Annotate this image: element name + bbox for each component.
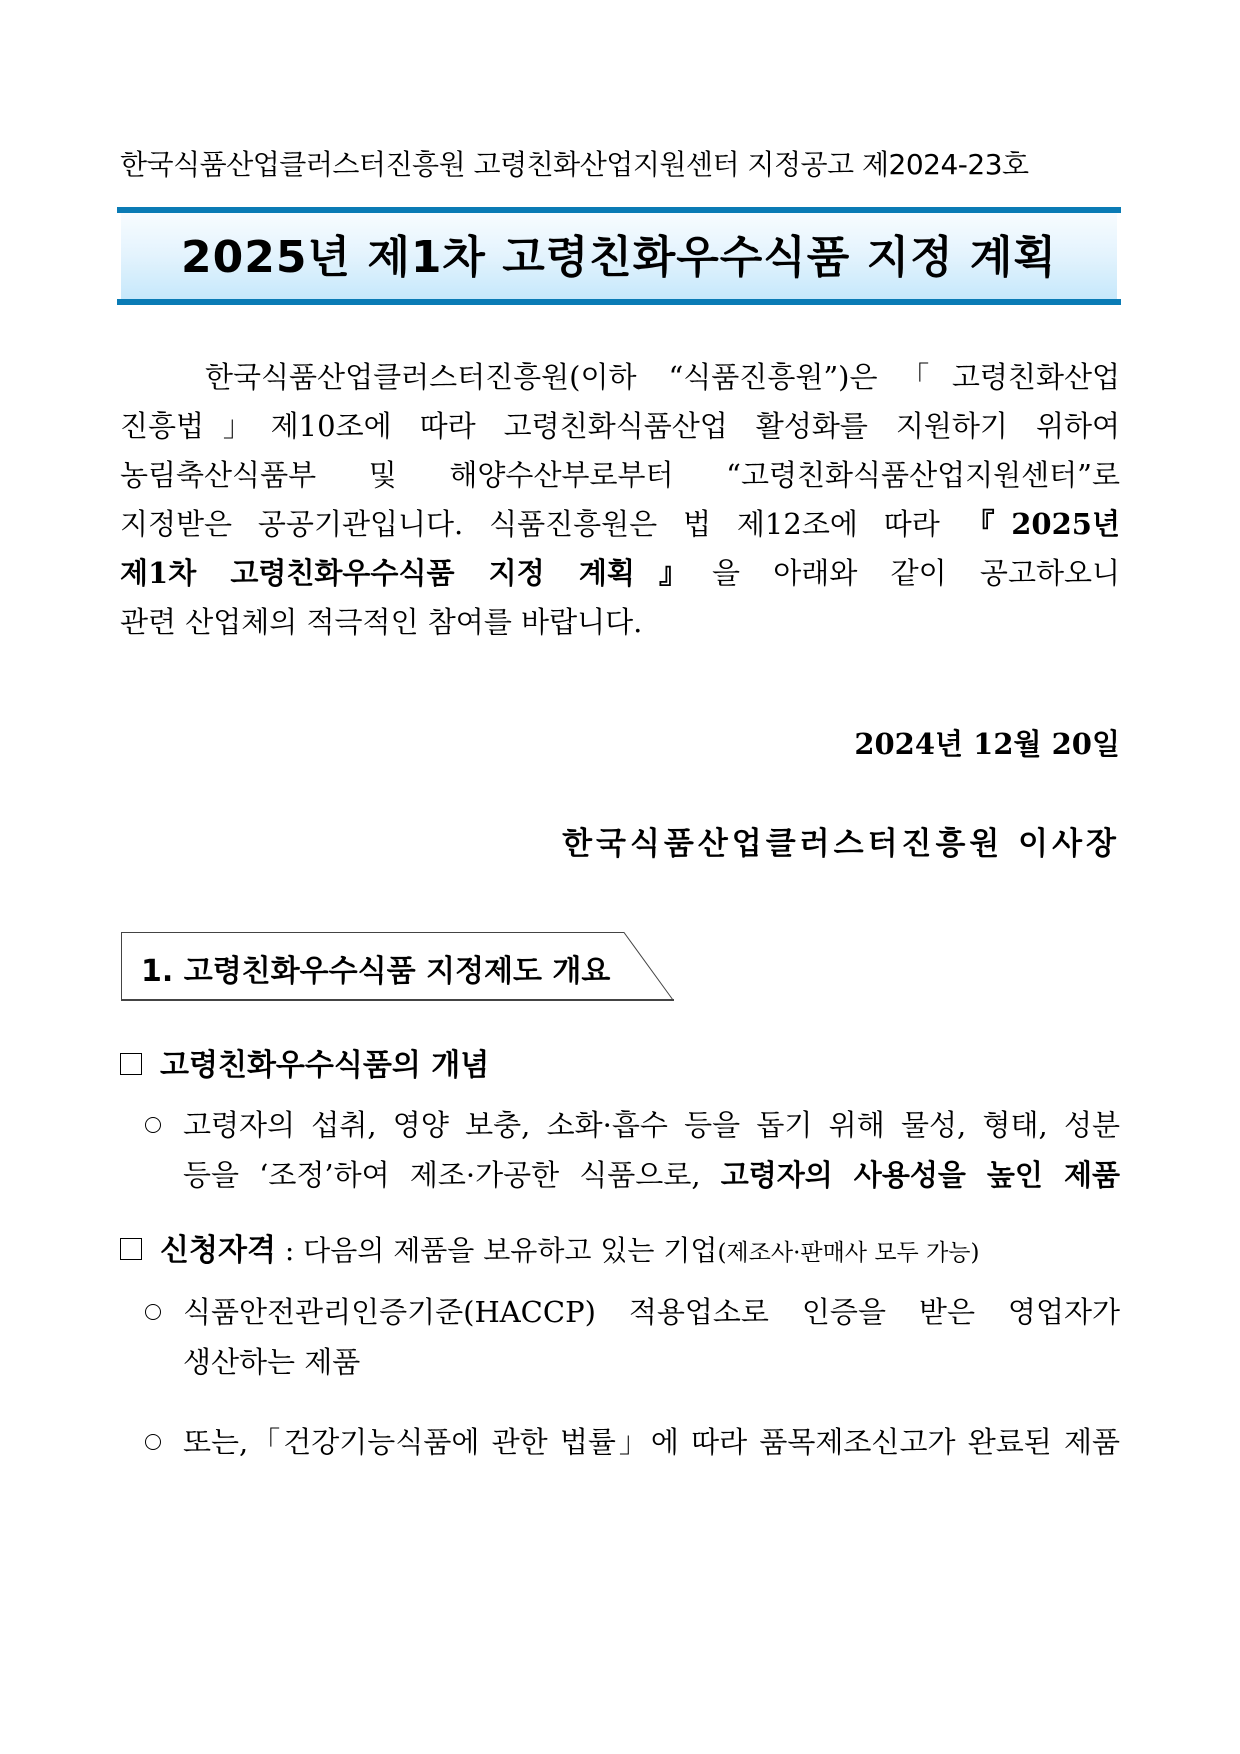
intro-paragraph — [120, 353, 1120, 647]
circle-bullet-icon — [145, 1304, 161, 1320]
intro-line: 한국식품산업클러스터진흥원(이하 “식품진흥원”)은「고령친화산업 — [205, 360, 1120, 394]
bullet-text — [183, 1100, 1120, 1200]
announcement-number: 한국식품산업클러스터진흥원 고령친화산업지원센터 지정공고 제2024-23호 — [120, 148, 1029, 181]
eligibility-heading-bold: 신청자격 — [160, 1233, 276, 1268]
page-title: 2025년 제1차 고령친화우수식품 지정 계획 — [181, 232, 1057, 283]
bullet-line: 고령자의 섭취, 영양 보충, 소화·흡수 등을 돕기 위해 물성, 형태, 성분 — [183, 1108, 1120, 1142]
intro-line — [120, 500, 1120, 549]
intro-line — [120, 549, 1120, 598]
checkbox-square-icon — [120, 1053, 142, 1075]
checkbox-square-icon — [120, 1238, 142, 1260]
list-item — [145, 1287, 1120, 1387]
bullet-line: 또는,「건강기능식품에 관한 법률」에 따라 품목제조신고가 완료된 제품 — [183, 1425, 1120, 1459]
intro-line: 관련 산업체의 적극적인 참여를 바랍니다. — [120, 605, 643, 639]
bullet-text — [183, 1287, 1120, 1387]
bullet-line: 식품안전관리인증기준(HACCP) 적용업소로 인증을 받은 영업자가 — [183, 1295, 1120, 1329]
intro-text: 을 아래와 같이 공고하오니 — [712, 556, 1121, 590]
bullet-line: 생산하는 제품 — [183, 1345, 361, 1379]
plan-title-bold: 『2025년 — [965, 507, 1120, 541]
title-bottom-bar — [117, 299, 1121, 305]
circle-bullet-icon — [145, 1117, 161, 1133]
eligibility-heading-text: : 다음의 제품을 보유하고 있는 기업 — [275, 1234, 718, 1267]
concept-heading-text: 고령친화우수식품의 개념 — [160, 1048, 490, 1083]
section-1-title: 1. 고령친화우수식품 지정제도 개요 — [141, 954, 611, 989]
list-item — [145, 1100, 1120, 1200]
circle-bullet-icon — [145, 1434, 161, 1450]
announcement-date: 2024년 12월 20일 — [854, 727, 1120, 761]
section-1-box — [121, 932, 673, 1000]
bullet-line — [183, 1150, 1120, 1200]
concept-heading — [120, 1040, 489, 1084]
list-item — [145, 1417, 1120, 1467]
intro-line: 농림축산식품부 및 해양수산부로부터 “고령친화식품산업지원센터”로 — [120, 458, 1120, 492]
bullet-text — [183, 1417, 1120, 1467]
bullet-text-normal: 등을 ‘조정’하여 제조·가공한 식품으로, — [183, 1158, 721, 1192]
plan-title-bold: 제1차 고령친화우수식품 지정 계획』 — [120, 556, 712, 590]
intro-text: 지정받은 공공기관입니다. 식품진흥원은 법 제12조에 따라 — [120, 507, 966, 541]
signature: 한국식품산업클러스터진흥원 이사장 — [562, 826, 1120, 862]
title-box — [117, 207, 1121, 305]
bullet-text-bold: 고령자의 사용성을 높인 제품 — [720, 1158, 1120, 1192]
intro-line: 진흥법」제10조에 따라 고령친화식품산업 활성화를 지원하기 위하여 — [120, 409, 1120, 443]
eligibility-heading-note: (제조사·판매사 모두 가능) — [717, 1240, 980, 1266]
eligibility-heading — [120, 1225, 1120, 1269]
